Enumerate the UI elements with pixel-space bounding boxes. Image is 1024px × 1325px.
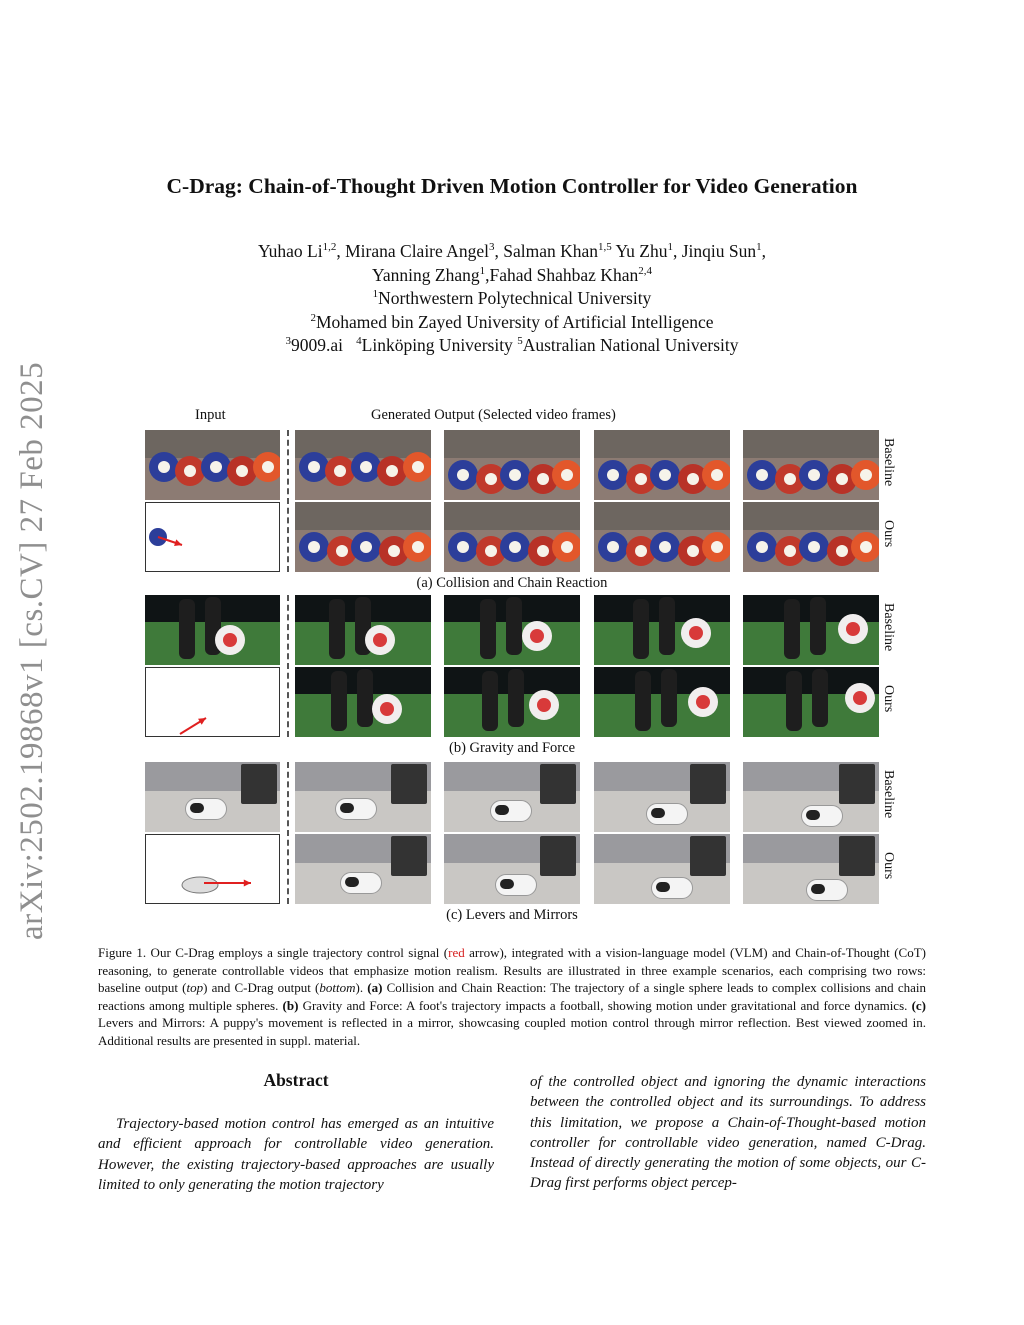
- billiard-frame: [444, 502, 580, 572]
- player-leg: [357, 669, 373, 727]
- puppy-frame: [145, 762, 280, 832]
- player-leg: [482, 671, 498, 731]
- row-label-ours: Ours: [881, 852, 896, 880]
- frame-background: [444, 502, 580, 530]
- author-name: Mirana Claire Angel: [345, 241, 489, 261]
- football-frame: [743, 595, 879, 665]
- output-column-label: Generated Output (Selected video frames): [371, 407, 616, 423]
- billiard-ball: [598, 532, 628, 562]
- billiard-ball: [299, 532, 329, 562]
- football-frame: [295, 595, 431, 665]
- player-leg: [506, 597, 522, 655]
- author-name: Yanning Zhang: [372, 264, 480, 285]
- author-name: Salman Khan: [503, 241, 598, 261]
- billiard-ball: [799, 532, 829, 562]
- caption-italic: top: [186, 980, 204, 996]
- player-leg: [812, 669, 828, 727]
- input-trajectory-canvas: [145, 834, 280, 904]
- panel-b-caption: (b) Gravity and Force: [448, 740, 576, 756]
- billiard-ball: [598, 460, 628, 490]
- author-name: Fahad Shahbaz Khan: [489, 264, 639, 285]
- player-leg: [810, 597, 826, 655]
- puppy-frame: [743, 834, 879, 904]
- trajectory-arrow-icon: [146, 503, 279, 571]
- football-frame: [295, 667, 431, 737]
- speaker: [690, 764, 726, 804]
- speaker: [839, 836, 875, 876]
- affil-sup: 1: [372, 288, 379, 301]
- speaker: [540, 764, 576, 804]
- billiard-ball: [552, 532, 580, 562]
- caption-tag-c: (c): [911, 997, 926, 1013]
- affil-name: Mohamed bin Zayed University of Artificial Intelligence: [315, 311, 714, 332]
- puppy: [651, 877, 693, 899]
- player-leg: [508, 669, 524, 727]
- puppy: [335, 798, 377, 820]
- caption-text: arrow), integrated with a vision-language model (VLM) and Chain-of-Thought (CoT) reasoning, to generate controllable videos that emphasize motion realism. Results are illustrated in three example scenarios, each comprising two rows: baseline output (: [98, 945, 926, 996]
- billiard-ball: [650, 532, 680, 562]
- football-frame: [444, 667, 580, 737]
- billiard-ball: [175, 456, 205, 486]
- caption-tag-b: (b): [282, 997, 299, 1013]
- puppy: [490, 800, 532, 822]
- billiard-ball: [500, 532, 530, 562]
- player-leg: [480, 599, 496, 659]
- football: [681, 618, 711, 648]
- football-frame: [594, 667, 730, 737]
- puppy: [801, 805, 843, 827]
- trajectory-arrow-icon: [146, 835, 279, 903]
- puppy: [495, 874, 537, 896]
- abstract-text-right: of the controlled object and ignoring the dynamic interactions between the controlled object and its surroundings. To address this limitation, we propose a Chain-of-Thought-based motion controller for controllable video generation, named C-Drag. Instead of directly generating the motion of some objects, our C-Drag first performs object percep-: [530, 1074, 926, 1192]
- author-affil-sup: 1: [479, 264, 486, 277]
- caption-text: Figure 1. Our C-Drag employs a single trajectory control signal (: [98, 945, 449, 960]
- puppy-frame: [594, 762, 730, 832]
- football: [372, 694, 402, 724]
- billiard-ball: [552, 460, 580, 490]
- author-affil-sup: 1,2: [322, 241, 337, 254]
- billiard-frame: [594, 430, 730, 500]
- billiard-ball: [351, 532, 381, 562]
- author-sep: ,: [673, 241, 682, 261]
- player-leg: [635, 671, 651, 731]
- billiard-frame: [295, 502, 431, 572]
- speaker: [540, 836, 576, 876]
- author-line-2: [0, 264, 1024, 288]
- speaker: [391, 836, 427, 876]
- puppy: [340, 872, 382, 894]
- billiard-ball: [650, 460, 680, 490]
- abstract-heading: Abstract: [263, 1070, 329, 1090]
- caption-text: Gravity and Force: A foot's trajectory impacts a football, showing motion under gravitational and force dynamics.: [298, 997, 912, 1013]
- billiard-ball: [377, 456, 407, 486]
- panel-a-caption: (a) Collision and Chain Reaction: [416, 575, 608, 591]
- abstract-text-left: Trajectory-based motion control has emerged as an intuitive and efficient approach for controllable video generation. However, the existing trajectory-based approaches are usually limited to only generating the motion trajectory: [98, 1116, 494, 1193]
- player-leg: [329, 599, 345, 659]
- caption-tag-a: (a): [367, 980, 383, 996]
- player-leg: [786, 671, 802, 731]
- billiard-ball: [747, 532, 777, 562]
- caption-text: Levers and Mirrors: A puppy's movement is reflected in a mirror, showcasing coupled motion control through mirror reflection. Best viewed zoomed in. Additional results are presented in suppl. material.: [98, 1015, 926, 1048]
- player-leg: [179, 599, 195, 659]
- author-name: Jinqiu Sun: [681, 241, 757, 261]
- speaker: [241, 764, 277, 804]
- affil-sup: 4: [356, 335, 362, 348]
- caption-italic: bottom: [319, 980, 356, 996]
- billiard-ball: [500, 460, 530, 490]
- frame-background: [295, 502, 431, 530]
- player-leg: [661, 669, 677, 727]
- affiliation-3-4-5: [0, 334, 1024, 358]
- billiard-ball: [799, 460, 829, 490]
- author-affil-sup: 2,4: [638, 264, 652, 277]
- affil-sup: 3: [285, 335, 291, 348]
- caption-text: ).: [355, 980, 368, 996]
- author-affil-sup: 1: [756, 241, 762, 254]
- column-divider: [287, 762, 289, 904]
- row-label-ours: Ours: [881, 685, 896, 713]
- author-affil-sup: 3: [488, 241, 495, 254]
- puppy: [806, 879, 848, 901]
- puppy: [646, 803, 688, 825]
- figure-caption: [98, 944, 926, 1050]
- puppy-frame: [444, 762, 580, 832]
- affil-name: Australian National University: [522, 335, 739, 355]
- football-frame: [145, 595, 280, 665]
- author-block: [0, 240, 1024, 358]
- player-leg: [331, 671, 347, 731]
- row-label-baseline: Baseline: [881, 770, 896, 819]
- football: [688, 687, 718, 717]
- speaker: [391, 764, 427, 804]
- billiard-ball: [747, 460, 777, 490]
- billiard-ball: [253, 452, 280, 482]
- frame-background: [444, 430, 580, 458]
- billiard-frame: [145, 430, 280, 500]
- author-line-1: [0, 240, 1024, 264]
- author-sep: ,: [761, 241, 767, 261]
- author-name: Yu Zhu: [615, 241, 668, 261]
- frame-background: [594, 430, 730, 458]
- puppy-frame: [594, 834, 730, 904]
- billiard-ball: [702, 460, 730, 490]
- billiard-frame: [594, 502, 730, 572]
- frame-background: [743, 430, 879, 458]
- billiard-ball: [448, 532, 478, 562]
- input-trajectory-canvas: [145, 502, 280, 572]
- author-sep: ,: [336, 241, 346, 261]
- football-frame: [444, 595, 580, 665]
- affil-name: Linköping University: [361, 335, 513, 355]
- arxiv-stamp: arXiv:2502.19868v1 [cs.CV] 27 Feb 2025: [14, 361, 50, 940]
- paper-title: C-Drag: Chain-of-Thought Driven Motion Controller for Video Generation: [166, 174, 858, 198]
- football-frame: [743, 667, 879, 737]
- puppy: [185, 798, 227, 820]
- speaker: [690, 836, 726, 876]
- football: [215, 625, 245, 655]
- speaker: [839, 764, 875, 804]
- frame-background: [594, 502, 730, 530]
- billiard-ball: [851, 460, 879, 490]
- column-divider: [287, 430, 289, 572]
- caption-text: Collision and Chain Reaction: The trajectory of a single sphere leads to complex collisions and chain reactions among multiple spheres.: [98, 980, 926, 1013]
- affil-sup: 2: [310, 311, 316, 324]
- column-divider: [287, 595, 289, 737]
- puppy-frame: [295, 834, 431, 904]
- affil-name: 9009.ai: [291, 335, 344, 355]
- billiard-frame: [444, 430, 580, 500]
- player-leg: [633, 599, 649, 659]
- affiliation-2: [0, 311, 1024, 335]
- puppy-frame: [743, 762, 879, 832]
- frame-background: [743, 502, 879, 530]
- author-affil-sup: 1: [667, 241, 673, 254]
- billiard-ball: [403, 452, 431, 482]
- row-label-ours: Ours: [881, 520, 896, 548]
- author-name: Yuhao Li: [257, 241, 323, 261]
- author-affil-sup: 1,5: [598, 241, 612, 254]
- billiard-ball: [227, 456, 257, 486]
- billiard-ball: [851, 532, 879, 562]
- billiard-ball: [325, 456, 355, 486]
- row-label-baseline: Baseline: [881, 438, 896, 487]
- billiard-ball: [702, 532, 730, 562]
- player-leg: [784, 599, 800, 659]
- affil-name: Northwestern Polytechnical University: [378, 288, 652, 308]
- puppy-frame: [444, 834, 580, 904]
- caption-red-word: red: [448, 945, 465, 960]
- row-label-baseline: Baseline: [881, 603, 896, 652]
- author-sep: ,: [494, 241, 504, 261]
- input-column-label: Input: [195, 407, 226, 423]
- billiard-ball: [448, 460, 478, 490]
- panel-c-caption: (c) Levers and Mirrors: [446, 907, 578, 923]
- author-sep: ,: [485, 264, 490, 285]
- football-frame: [594, 595, 730, 665]
- billiard-frame: [743, 502, 879, 572]
- puppy-frame: [295, 762, 431, 832]
- affiliation-1: [0, 287, 1024, 311]
- billiard-frame: [295, 430, 431, 500]
- caption-text: ) and C-Drag output (: [203, 980, 320, 996]
- trajectory-arrow-icon: [146, 668, 279, 736]
- affil-sup: 5: [517, 335, 523, 348]
- billiard-frame: [743, 430, 879, 500]
- football: [365, 625, 395, 655]
- billiard-ball: [403, 532, 431, 562]
- player-leg: [659, 597, 675, 655]
- input-trajectory-canvas: [145, 667, 280, 737]
